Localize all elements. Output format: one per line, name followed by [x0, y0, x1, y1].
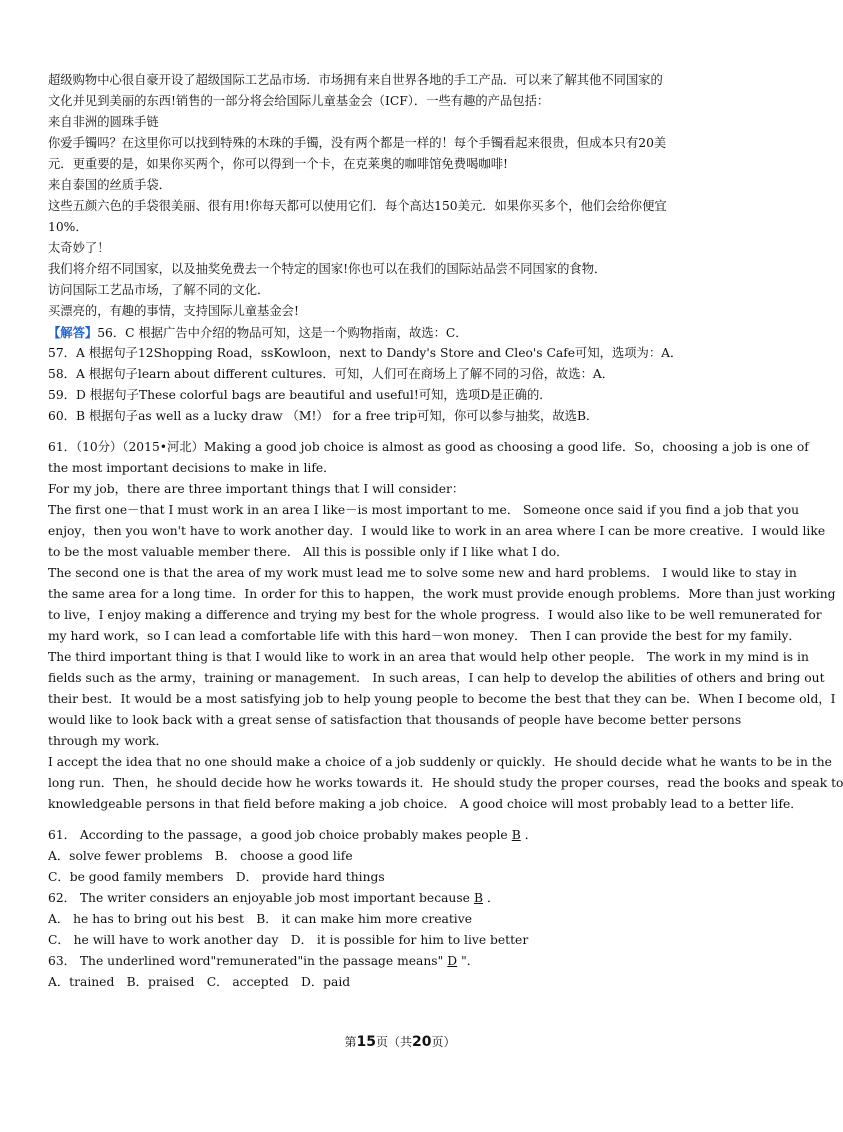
passage-block	[48, 437, 843, 815]
passage-line: the most important decisions to make in life．	[48, 461, 336, 475]
translation-line: 超级购物中心很自豪开设了超级国际工艺品市场．市场拥有来自世界各地的手工产品．可以来了解其他不同国家的	[48, 73, 663, 87]
translation-line: 元．更重要的是，如果你买两个，你可以得到一个卡，在克莱奥的咖啡馆免费喝咖啡!	[48, 157, 508, 171]
answer-label: 【解答】	[48, 325, 98, 340]
answer-line	[48, 322, 754, 343]
translation-line: 你爱手镯吗？在这里你可以找到特殊的木珠的手镯，没有两个都是一样的！每个手镯看起来很贵，但成本只有20美	[48, 136, 667, 150]
footer-total: 20	[412, 1034, 432, 1050]
translation-line: 文化并见到美丽的东西!销售的一部分将会给国际儿童基金会（ICF）．一些有趣的产品包括：	[48, 94, 550, 108]
translation-line: 太奇妙了！	[48, 241, 110, 255]
translation-block	[48, 70, 754, 322]
footer-mid: 页（共	[375, 1035, 412, 1049]
passage-line: through my work．	[48, 734, 168, 748]
answer-blank: B	[473, 891, 483, 905]
translation-line: 我们将介绍不同国家，以及抽奖免费去一个特定的国家!你也可以在我们的国际站品尝不同国家的食物．	[48, 262, 607, 276]
answer-line: 60．B 根据句子as well as a lucky draw （M!） for a free trip可知，你可以参与抽奖，故选B．	[48, 409, 599, 423]
page-footer	[0, 1033, 800, 1050]
answer-text: 56．C 根据广告中介绍的物品可知，这是一个购物指南，故选：C．	[97, 326, 468, 340]
question-text: 61． According to the passage，a good job choice probably makes people	[48, 828, 508, 842]
passage-line: fields such as the army，training or management． In such areas，I can help to develop the abilities of others and bring out	[48, 671, 825, 685]
answer-blank: B	[511, 828, 521, 842]
questions-block	[48, 825, 754, 993]
passage-line: The first one－that I must work in an area I like－is most important to me． Someone once said if you find a job that you	[48, 503, 800, 517]
question-end: "．	[461, 954, 480, 968]
question-options: C． he will have to work another day D． it is possible for him to live better	[48, 933, 529, 947]
question-end: ．	[524, 828, 538, 842]
translation-line: 访问国际工艺品市场，了解不同的文化．	[48, 283, 270, 297]
answer-block	[48, 322, 754, 427]
passage-line: my hard work，so I can lead a comfortable life with this hard－won money． Then I can provide the best for my family．	[48, 629, 801, 643]
passage-line: their best．It would be a most satisfying job to help young people to become the best that they can be．When I become old，I	[48, 692, 836, 706]
question-text: 62． The writer considers an enjoyable job most important because	[48, 891, 470, 905]
question-text: 63． The underlined word"remunerated"in the passage means"	[48, 954, 444, 968]
translation-line: 来自非洲的圆珠手链	[48, 115, 159, 129]
footer-prefix: 第	[344, 1035, 357, 1049]
question-options: A．trained B．praised C． accepted D．paid	[48, 975, 351, 989]
question-end: ．	[486, 891, 500, 905]
translation-line: 来自泰国的丝质手袋．	[48, 178, 171, 192]
question-stem	[48, 951, 754, 972]
question-stem	[48, 888, 754, 909]
answer-line: 59．D 根据句子These colorful bags are beautiful and useful!可知，选项D是正确的．	[48, 388, 552, 402]
passage-line: I accept the idea that no one should make a choice of a job suddenly or quickly．He should decide what he wants to be in the	[48, 755, 832, 769]
question-options: A． he has to bring out his best B． it can make him more creative	[48, 912, 472, 926]
answer-line: 58．A 根据句子learn about different cultures．可知，人们可在商场上了解不同的习俗，故选：A．	[48, 367, 615, 381]
passage-line: The third important thing is that I would like to work in an area that would help other people． The work in my mind is in	[48, 650, 809, 664]
footer-page: 15	[356, 1034, 376, 1050]
passage-line: For my job，there are three important things that I will consider：	[48, 482, 465, 496]
page-content	[48, 70, 843, 993]
answer-line: 57．A 根据句子12Shopping Road，ssKowloon，next to Dandy's Store and Cleo's Cafe可知，选项为：A．	[48, 346, 683, 360]
passage-line: would like to look back with a great sense of satisfaction that thousands of people have become better persons	[48, 713, 742, 727]
passage-line: long run．Then，he should decide how he works towards it．He should study the proper courses，read the books and speak to	[48, 776, 843, 790]
footer-suffix: 页）	[431, 1035, 456, 1049]
passage-line: enjoy，then you won't have to work another day．I would like to work in an area where I can be more creative．I would like	[48, 524, 826, 538]
translation-line: 这些五颜六色的手袋很美丽、很有用!你每天都可以使用它们．每个高达150美元．如果你买多个，他们会给你便宜	[48, 199, 667, 213]
passage-line: the same area for a long time．In order for this to happen，the work must provide enough problems．More than just working	[48, 587, 836, 601]
passage-line: 61．（10分）（2015•河北）Making a good job choice is almost as good as choosing a good life．So，choosing a job is one of	[48, 440, 809, 454]
question-options: A．solve fewer problems B． choose a good life	[48, 849, 353, 863]
question-options: C．be good family members D． provide hard things	[48, 870, 385, 884]
passage-line: to live，I enjoy making a difference and trying my best for the whole progress．I would also like to be well remunerated for	[48, 608, 822, 622]
translation-line: 10%．	[48, 220, 88, 234]
question-stem	[48, 825, 754, 846]
translation-line: 买漂亮的，有趣的事情，支持国际儿童基金会!	[48, 304, 299, 318]
passage-line: to be the most valuable member there． All this is possible only if I like what I do．	[48, 545, 569, 559]
answer-blank: D	[447, 954, 458, 968]
passage-line: knowledgeable persons in that field before making a job choice． A good choice will most probably lead to a better life．	[48, 797, 803, 811]
passage-line: The second one is that the area of my work must lead me to solve some new and hard problems． I would like to stay in	[48, 566, 797, 580]
